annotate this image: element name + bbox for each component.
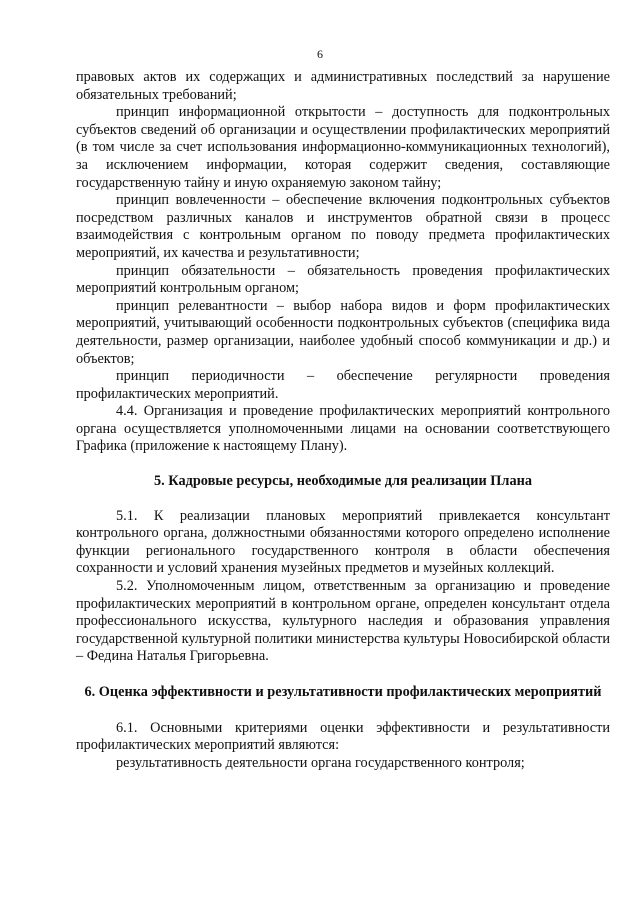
paragraph: принцип вовлеченности – обеспечение включения подконтрольных субъектов посредством различных каналов и инструментов обратной связи в процесс взаимодействия с контрольным органом по поводу предмета профилактических мероприятий, их качества и результативности;	[76, 192, 610, 261]
paragraph: правовых актов их содержащих и административных последствий за нарушение обязательных требований;	[76, 69, 610, 103]
page-number: 6	[317, 47, 323, 61]
section-heading-6: 6. Оценка эффективности и результативности профилактических мероприятий	[84, 684, 602, 700]
paragraph: 6.1. Основными критериями оценки эффективности и результативности профилактических мероприятий являются:	[76, 719, 610, 754]
paragraph: 5.2. Уполномоченным лицом, ответственным за организацию и проведение профилактических мероприятий в контрольном органе, определен консультант отдела профессионального искусства, культурного наследия и образования управления государственной культурной политики министерства культуры Новосибирской области – Федина Наталья Григорьевна.	[76, 578, 610, 665]
paragraph: 5.1. К реализации плановых мероприятий привлекается консультант контрольного органа, должностными обязанностями которого определено исполнение функции регионального государственного контроля в области обеспечения сохранности и условий хранения музейных предметов и музейных коллекций.	[76, 507, 610, 577]
paragraph: принцип периодичности – обеспечение регулярности проведения профилактических мероприятий.	[76, 368, 610, 402]
paragraph: результативность деятельности органа государственного контроля;	[116, 754, 525, 771]
paragraph: принцип релевантности – выбор набора видов и форм профилактических мероприятий, учитывающий особенности подконтрольных субъектов (специфика вида деятельности, размер организации, наиболее удобный способ коммуникации и др.) и объектов;	[76, 297, 610, 367]
section-heading-5: 5. Кадровые ресурсы, необходимые для реализации Плана	[153, 473, 532, 490]
paragraph: принцип обязательности – обязательность проведения профилактических мероприятий контрольным органом;	[76, 262, 610, 297]
document-body	[76, 69, 610, 772]
paragraph: принцип информационной открытости – доступность для подконтрольных субъектов сведений об организации и осуществлении профилактических мероприятий (в том числе за счет использования информационно-коммуникационных технологий), за исключением информации, которая содержит сведения, составляющие государственную тайну и иную охраняемую законом тайну;	[76, 104, 610, 191]
paragraph: 4.4. Организация и проведение профилактических мероприятий контрольного органа осуществляется уполномоченными лицами на основании соответствующего Графика (приложение к настоящему Плану).	[76, 403, 610, 455]
